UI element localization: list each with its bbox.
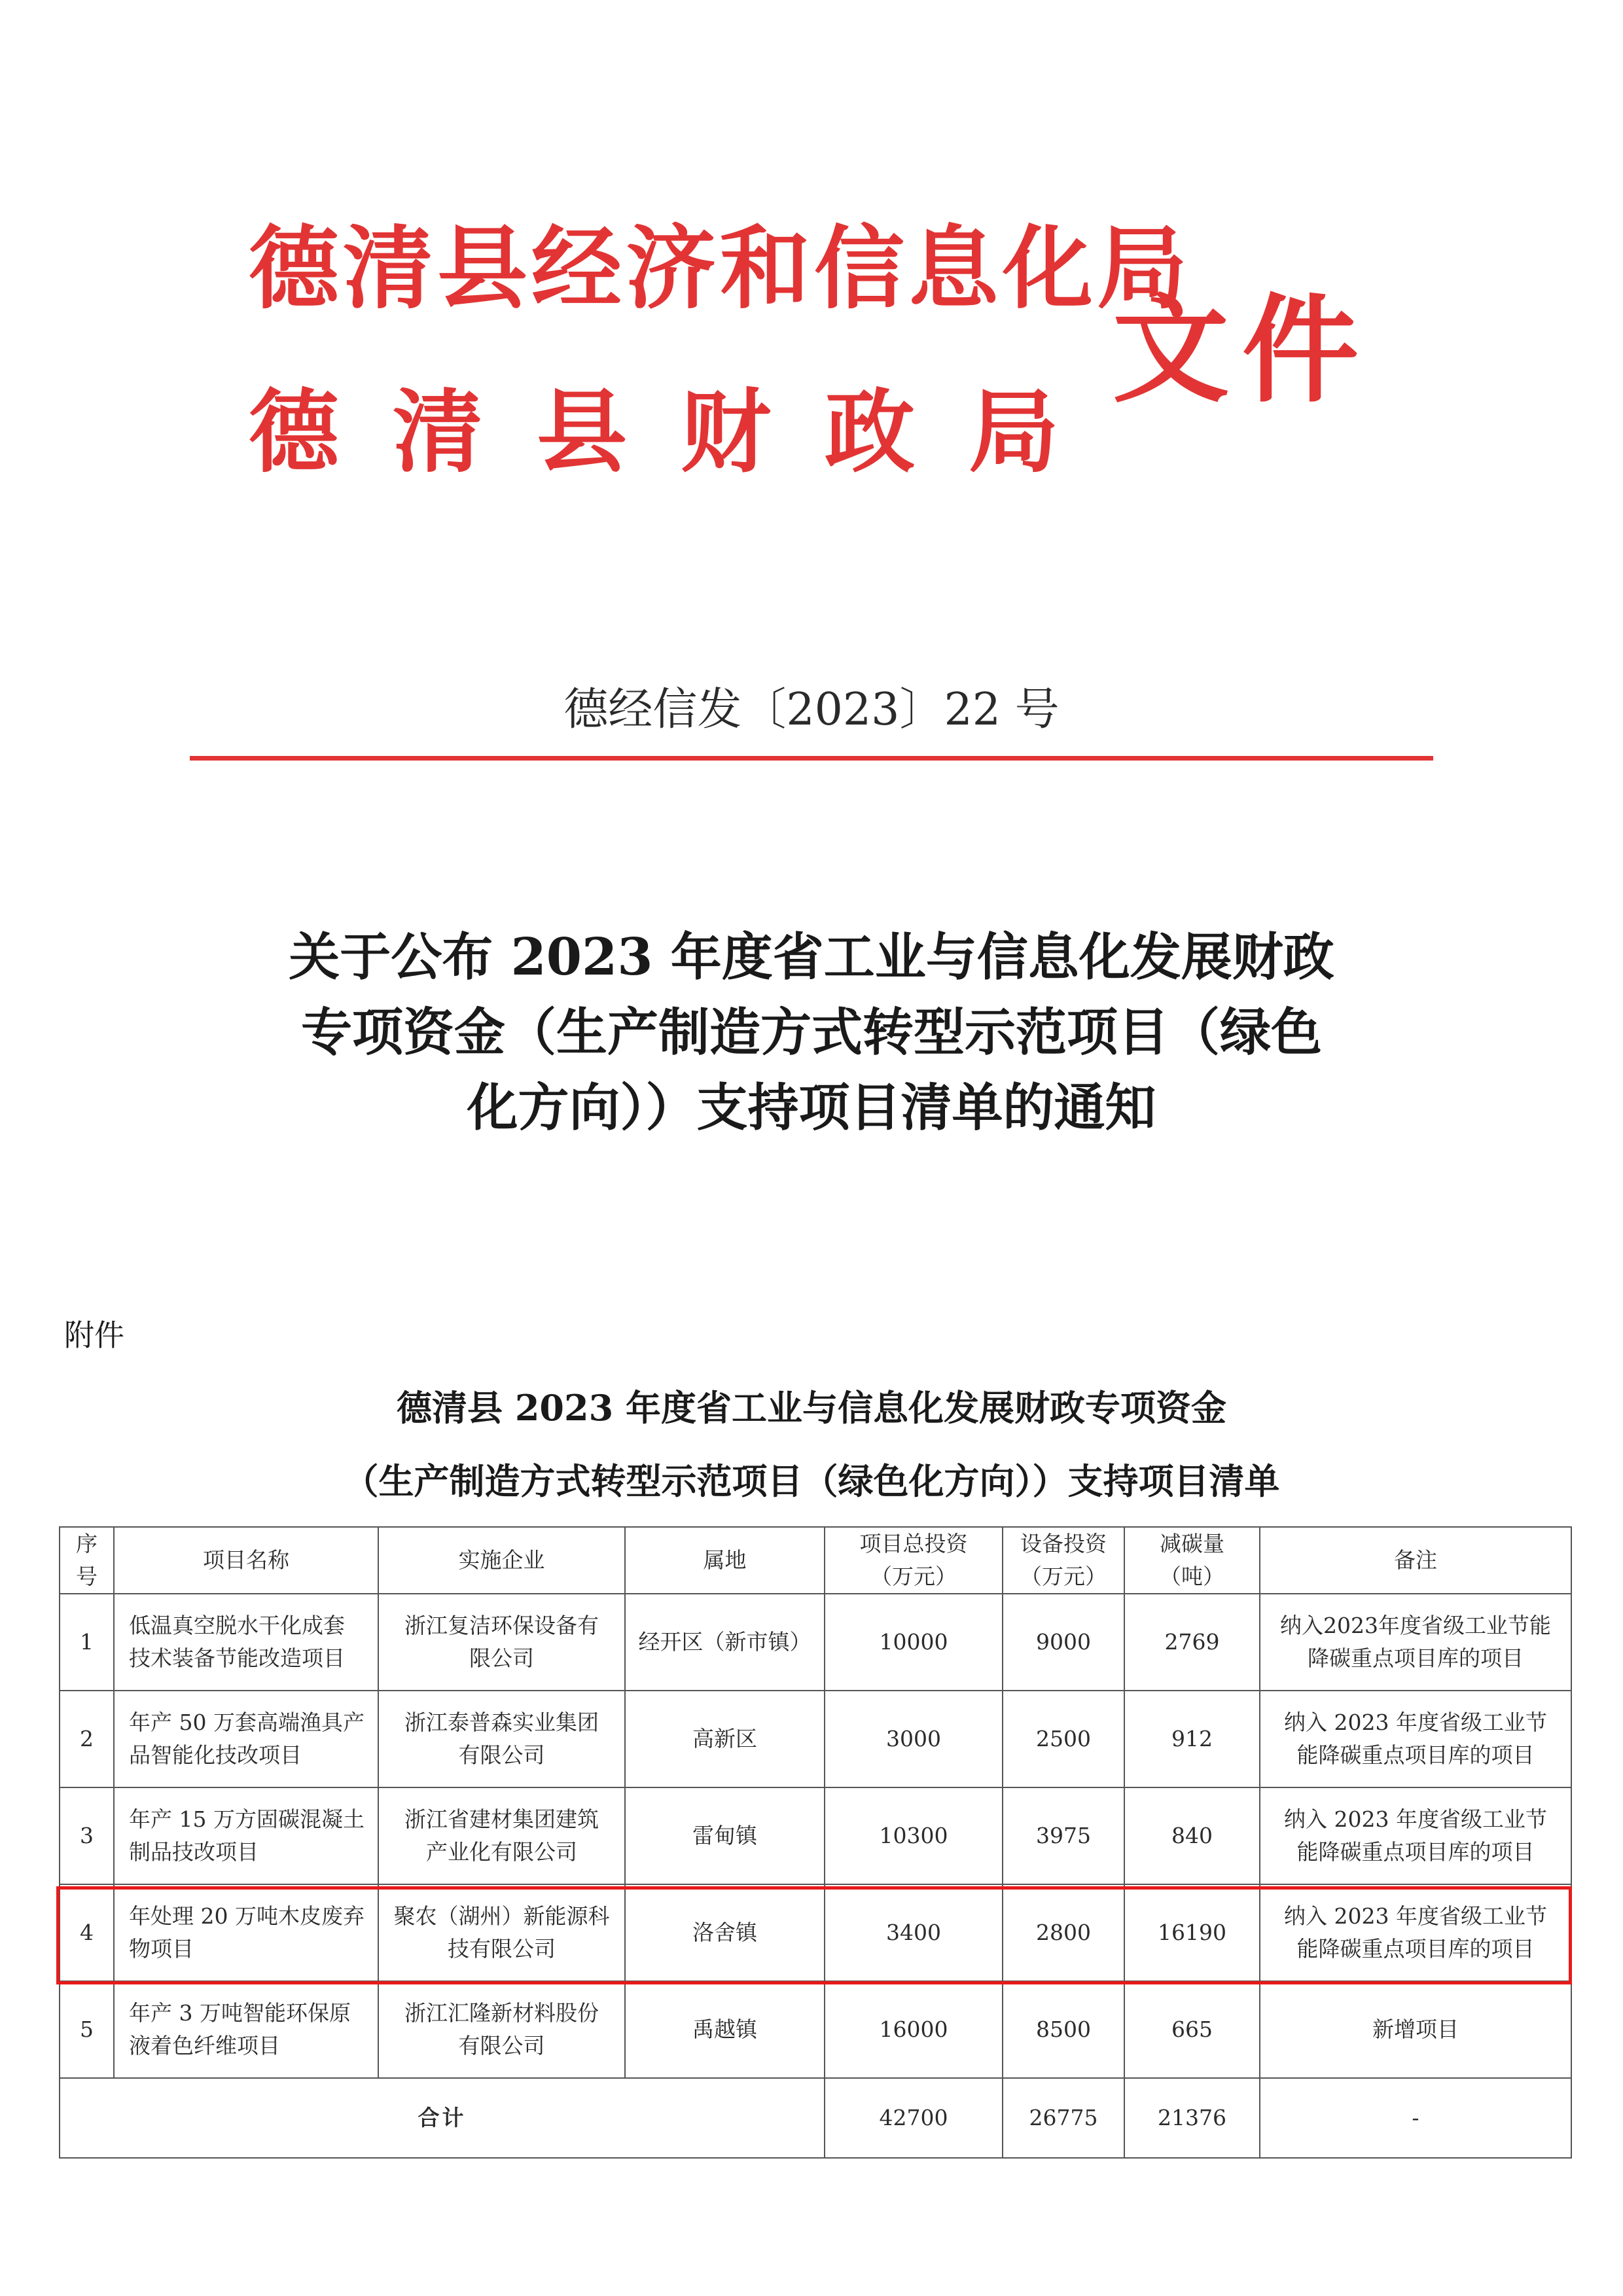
cell-text: 能降碳重点项目库的项目 xyxy=(1296,1839,1535,1865)
cell-text: 有限公司 xyxy=(458,2033,545,2058)
cell-text: 品智能化技改项目 xyxy=(129,1742,302,1768)
masthead-bureau-economy: 德清县经济和信息化局 xyxy=(249,215,1192,321)
title-line: 专项资金（生产制造方式转型示范项目（绿色 xyxy=(300,1003,1322,1062)
cell-equipment-investment: 8500 xyxy=(1003,1981,1124,2078)
cell-text: 年产 50 万套高端渔具产 xyxy=(129,1710,365,1735)
cell-total-investment: 16000 xyxy=(825,1981,1003,2078)
table-row xyxy=(60,1594,1571,1691)
cell-total-investment: 3000 xyxy=(825,1691,1003,1787)
cell-project-name xyxy=(114,1691,378,1787)
title-line: 关于公布 2023 年度省工业与信息化发展财政 xyxy=(289,927,1334,987)
table-row-highlighted xyxy=(60,1884,1571,1981)
cell-no: 2 xyxy=(60,1691,114,1787)
cell-carbon-reduction: 665 xyxy=(1124,1981,1260,2078)
cell-text: 限公司 xyxy=(469,1645,534,1671)
red-divider xyxy=(190,756,1433,761)
cell-total-investment: 10000 xyxy=(825,1594,1003,1691)
title-line: 化方向））支持项目清单的通知 xyxy=(467,1078,1156,1138)
cell-text: 新增项目 xyxy=(1372,2017,1459,2042)
header-text: 项目总投资 xyxy=(859,1531,968,1556)
cell-text: 聚农（湖州）新能源科 xyxy=(393,1903,610,1929)
cell-text: 技有限公司 xyxy=(448,1936,556,1962)
cell-note xyxy=(1260,1691,1571,1787)
header-text: 设备投资 xyxy=(1020,1531,1107,1556)
header-equipment-investment xyxy=(1003,1527,1124,1594)
document-title xyxy=(131,920,1492,1145)
cell-carbon-reduction: 16190 xyxy=(1124,1884,1260,1981)
cell-text: 制品技改项目 xyxy=(129,1839,259,1865)
cell-company xyxy=(378,1884,625,1981)
table-row xyxy=(60,1981,1571,2078)
table-title-line: 德清县 2023 年度省工业与信息化发展财政专项资金 xyxy=(397,1387,1226,1429)
cell-company xyxy=(378,1594,625,1691)
project-list-table xyxy=(59,1526,1572,2159)
cell-text: 物项目 xyxy=(129,1936,194,1962)
header-text: （吨） xyxy=(1160,1564,1224,1589)
header-note: 备注 xyxy=(1260,1527,1571,1594)
cell-carbon-reduction: 2769 xyxy=(1124,1594,1260,1691)
header-location: 属地 xyxy=(625,1527,825,1594)
cell-location: 洛舍镇 xyxy=(625,1884,825,1981)
header-project-name: 项目名称 xyxy=(114,1527,378,1594)
cell-text: 年产 3 万吨智能环保原 xyxy=(129,2000,351,2026)
header-text: 号 xyxy=(76,1564,98,1589)
cell-company xyxy=(378,1787,625,1884)
header-text: 序 xyxy=(76,1531,98,1556)
header-text: 减碳量 xyxy=(1160,1531,1224,1556)
cell-text: 纳入 2023 年度省级工业节 xyxy=(1284,1806,1547,1832)
cell-text: 低温真空脱水干化成套 xyxy=(129,1613,345,1638)
cell-note xyxy=(1260,1884,1571,1981)
cell-total-investment: 3400 xyxy=(825,1884,1003,1981)
cell-text: 浙江泰普森实业集团 xyxy=(404,1710,599,1735)
cell-text: 浙江汇隆新材料股份 xyxy=(404,2000,599,2026)
cell-text: 年处理 20 万吨木皮废弃 xyxy=(129,1903,365,1929)
cell-no: 3 xyxy=(60,1787,114,1884)
header-text: （万元） xyxy=(1020,1564,1107,1589)
cell-equipment-investment: 2500 xyxy=(1003,1691,1124,1787)
masthead-document-word: 文件 xyxy=(1113,281,1372,418)
header-text: （万元） xyxy=(870,1564,957,1589)
cell-text: 浙江复洁环保设备有 xyxy=(404,1613,599,1638)
cell-company xyxy=(378,1691,625,1787)
cell-text: 降碳重点项目库的项目 xyxy=(1308,1645,1524,1671)
cell-equipment-investment: 9000 xyxy=(1003,1594,1124,1691)
cell-equipment-investment: 2800 xyxy=(1003,1884,1124,1981)
total-label: 合计 xyxy=(60,2078,825,2158)
cell-project-name xyxy=(114,1787,378,1884)
cell-no: 4 xyxy=(60,1884,114,1981)
total-equipment-investment: 26775 xyxy=(1003,2078,1124,2158)
cell-text: 液着色纤维项目 xyxy=(129,2033,280,2058)
cell-text: 能降碳重点项目库的项目 xyxy=(1296,1742,1535,1768)
table-header-row xyxy=(60,1527,1571,1594)
cell-note xyxy=(1260,1594,1571,1691)
total-investment: 42700 xyxy=(825,2078,1003,2158)
cell-carbon-reduction: 840 xyxy=(1124,1787,1260,1884)
cell-note xyxy=(1260,1787,1571,1884)
cell-no: 1 xyxy=(60,1594,114,1691)
cell-text: 纳入2023年度省级工业节能 xyxy=(1280,1613,1551,1638)
cell-carbon-reduction: 912 xyxy=(1124,1691,1260,1787)
cell-text: 纳入 2023 年度省级工业节 xyxy=(1284,1903,1547,1929)
cell-location: 雷甸镇 xyxy=(625,1787,825,1884)
total-note: - xyxy=(1260,2078,1571,2158)
table-title xyxy=(0,1371,1623,1518)
cell-text: 产业化有限公司 xyxy=(426,1839,577,1865)
cell-location: 高新区 xyxy=(625,1691,825,1787)
table-row xyxy=(60,1787,1571,1884)
masthead-bureau-finance: 德清县财政局 xyxy=(249,378,1113,485)
cell-text: 技术装备节能改造项目 xyxy=(129,1645,345,1671)
cell-total-investment: 10300 xyxy=(825,1787,1003,1884)
table-title-line: （生产制造方式转型示范项目（绿色化方向））支持项目清单 xyxy=(343,1460,1280,1502)
cell-text: 年产 15 万方固碳混凝土 xyxy=(129,1806,365,1832)
cell-project-name xyxy=(114,1884,378,1981)
header-carbon-reduction xyxy=(1124,1527,1260,1594)
cell-text: 纳入 2023 年度省级工业节 xyxy=(1284,1710,1547,1735)
cell-text: 有限公司 xyxy=(458,1742,545,1768)
cell-no: 5 xyxy=(60,1981,114,2078)
cell-project-name xyxy=(114,1594,378,1691)
cell-company xyxy=(378,1981,625,2078)
cell-text: 浙江省建材集团建筑 xyxy=(404,1806,599,1832)
header-total-investment xyxy=(825,1527,1003,1594)
table-row xyxy=(60,1691,1571,1787)
document-number: 德经信发〔2023〕22 号 xyxy=(563,684,1060,736)
cell-location: 禹越镇 xyxy=(625,1981,825,2078)
cell-equipment-investment: 3975 xyxy=(1003,1787,1124,1884)
table-total-row xyxy=(60,2078,1571,2158)
header-company: 实施企业 xyxy=(378,1527,625,1594)
total-carbon-reduction: 21376 xyxy=(1124,2078,1260,2158)
cell-location: 经开区（新市镇） xyxy=(625,1594,825,1691)
cell-project-name xyxy=(114,1981,378,2078)
header-no xyxy=(60,1527,114,1594)
cell-note xyxy=(1260,1981,1571,2078)
attachment-label: 附件 xyxy=(64,1318,124,1353)
cell-text: 能降碳重点项目库的项目 xyxy=(1296,1936,1535,1962)
